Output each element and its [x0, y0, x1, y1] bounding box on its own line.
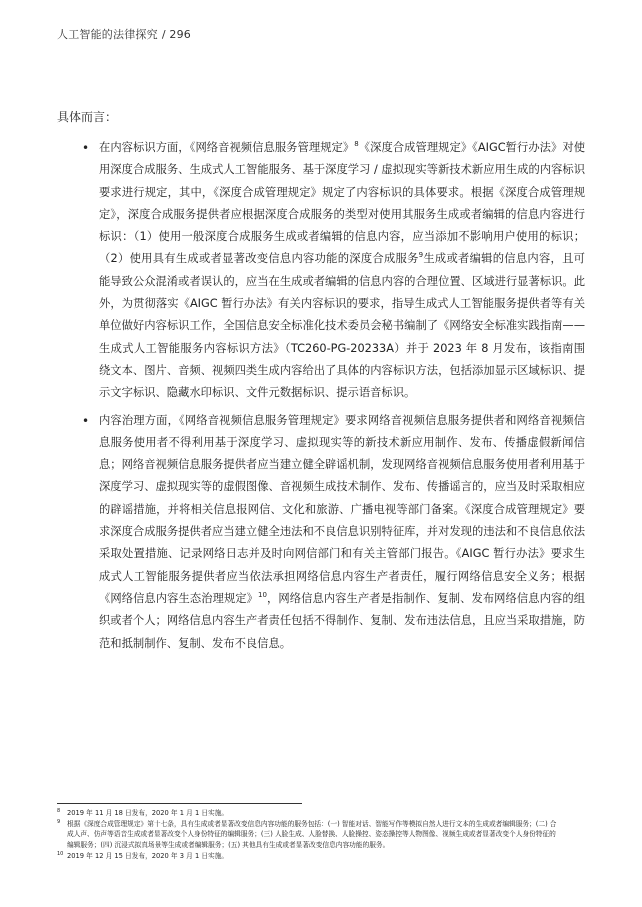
running-header [57, 26, 191, 42]
footnote-number: 9 [57, 818, 61, 825]
book-title: 人工智能的法律探究 [57, 28, 158, 41]
bullet-text: ，网络信息内容生产者是指制作、复制、发布网络信息内容的组织或者个人；网络信息内容生产者责任包括不得制作、复制、发布违法信息，且应当采取措施，防范和抵制制作、复制、发布不良信息。 [99, 591, 585, 650]
bullet-text: 生成或者编辑的信息内容，且可能导致公众混淆或者误认的，应当在生成或者编辑的信息内容的合理位置、区域进行显著标识。此外，为贯彻落实《AIGC 暂行办法》有关内容标识的要求，指导生成式人工智能服务提供者等有关单位做好内容标识工作，全国信息安全标准化技术委员会秘书编制了《网络安全标准实践指南——生成式人工智能服务内容标识方法》（TC260-PG-20233A）并于 2023 年 8 月发布，该指南围绕文本、图片、音频、视频四类生成内容给出了具体的内容标识方法，包括添加显示区域标识、提示文字标识、隐藏水印标识、文件元数据标识、提示语音标识。 [99, 252, 585, 400]
footnote-9 [57, 819, 557, 851]
footnote-10 [57, 851, 557, 862]
bullet-icon: • [82, 141, 90, 155]
bullet-list [75, 137, 585, 660]
bullet-text: 内容治理方面，《网络音视频信息服务管理规定》要求网络音视频信息服务提供者和网络音视频信息服务使用者不得利用基于深度学习、虚拟现实等的新技术新应用制作、发布、传播虚假新闻信息；网络音视频信息服务提供者应当建立健全辟谣机制，发现网络音视频信息服务使用者利用基于深度学习、虚拟现实等的虚假图像、音视频生成技术制作、发布、传播谣言的，应当及时采取相应的辟谣措施，并将相关信息报网信、文化和旅游、广播电视等部门备案。《深度合成管理规定》要求深度合成服务提供者应当建立健全违法和不良信息识别特征库，并对发现的违法和不良信息依法采取处置措施、记录网络日志并及时向网信部门和有关主管部门报告。《AIGC 暂行办法》要求生成式人工智能服务提供者应当依法承担网络信息内容生产者责任，履行网络信息安全义务；根据《网络信息内容生态治理规定》 [99, 413, 585, 605]
intro-text: 具体而言： [57, 110, 118, 124]
bullet-text: 在内容标识方面，《网络音视频信息服务管理规定》 [99, 141, 355, 154]
bullet-item-content-governance [75, 410, 585, 655]
footnote-ref[interactable]: 9 [418, 251, 424, 260]
footnote-text: 2019 年 12 月 15 日发布，2020 年 3 月 1 日实施。 [67, 851, 229, 860]
footnote-text: 2019 年 11 月 18 日发布，2020 年 1 月 1 日实施。 [67, 809, 229, 817]
footnote-number: 8 [57, 808, 61, 814]
bullet-icon: • [82, 413, 90, 428]
footnote-number: 10 [57, 850, 64, 857]
footnote-divider [57, 803, 302, 804]
footnotes [57, 808, 557, 862]
footnote-8 [57, 808, 557, 819]
footnote-ref[interactable]: 10 [258, 591, 267, 600]
footnote-text: 根据《深度合成管理规定》第十七条，具有生成或者显著改变信息内容功能的服务包括：(一) 智能对话、智能写作等模拟自然人进行文本的生成或者编辑服务；(二) 合成人声、仿声等语音生成或者显著改变个人身份特征的编辑服务；(三) 人脸生成、人脸替换、人脸操控、姿态操控等人物图像、视频生成或者显著改变个人身份特征的编辑服务；(四) 沉浸式拟真场景等生成或者编辑服务；(五) 其他具有生成或者显著改变信息内容功能的服务。 [67, 819, 557, 850]
bullet-text: 《深度合成管理规定》《AIGC暂行办法》对使用深度合成服务、生成式人工智能服务、基于深度学习 / 虚拟现实等新技术新应用生成的内容标识要求进行规定，其中，《深度合成管理规定》规定了内容标识的具体要求。根据《深度合成管理规定》，深度合成服务提供者应根据深度合成服务的类型对使用其服务生成或者编辑的信息内容进行标识：（1）使用一般深度合成服务生成或者编辑的信息内容，应当添加不影响用户使用的标识；（2）使用具有生成或者显著改变信息内容功能的深度合成服务 [99, 141, 585, 266]
page-number: / 296 [161, 28, 192, 41]
footnote-ref[interactable]: 8 [354, 140, 359, 149]
bullet-item-content-labeling [75, 137, 585, 405]
